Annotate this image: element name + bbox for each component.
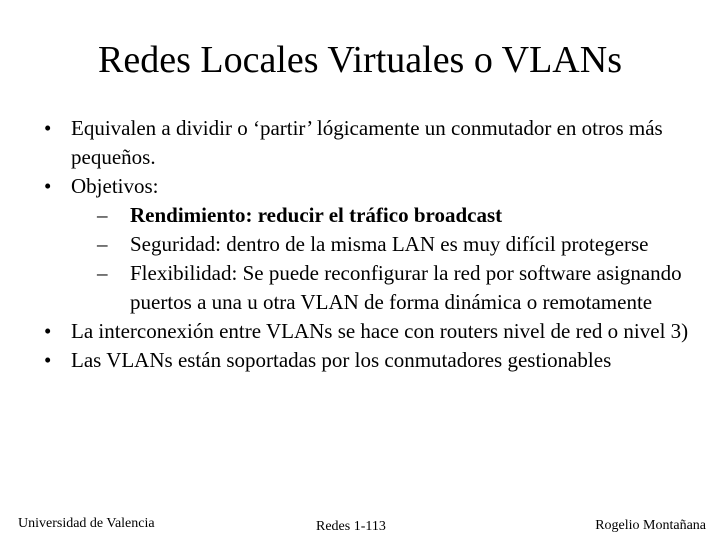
sub-item-text-seguridad: Seguridad: dentro de la misma LAN es muy difícil protegerse [130, 232, 649, 256]
bullet-item-1 [0, 114, 720, 172]
bullet-text-4: Las VLANs están soportadas por los conmutadores gestionables [71, 348, 612, 372]
sub-item-seguridad [0, 230, 720, 259]
sub-item-flexibilidad [0, 259, 720, 317]
dash-marker: – [97, 203, 108, 227]
bullet-item-4 [0, 346, 720, 375]
bullet-marker: • [44, 348, 52, 372]
bullet-item-2 [0, 172, 720, 201]
bullet-marker: • [44, 116, 52, 140]
bullet-item-3 [0, 317, 720, 346]
dash-marker: – [97, 261, 108, 285]
footer-author: Rogelio Montañana [595, 518, 706, 533]
bullet-text-1: Equivalen a dividir o ‘partir’ lógicamente un conmutador en otros más pequeños. [71, 116, 663, 169]
bullet-marker: • [44, 319, 52, 343]
footer-institution: Universidad de Valencia [18, 516, 155, 531]
bullet-text-2: Objetivos: [71, 174, 159, 198]
slide-title: Redes Locales Virtuales o VLANs [98, 39, 622, 81]
dash-marker: – [97, 232, 108, 256]
bullet-text-3: La interconexión entre VLANs se hace con routers nivel de red o nivel 3) [71, 319, 689, 343]
footer-slide-number: Redes 1-113 [316, 519, 386, 534]
slide-content [0, 114, 720, 375]
sub-item-text-rendimiento: Rendimiento: reducir el tráfico broadcast [130, 203, 503, 227]
sub-item-text-flexibilidad: Flexibilidad: Se puede reconfigurar la red por software asignando puertos a una u otra VLAN de forma dinámica o remotamente [130, 261, 682, 314]
sub-item-rendimiento [0, 201, 720, 230]
bullet-marker: • [44, 174, 52, 198]
